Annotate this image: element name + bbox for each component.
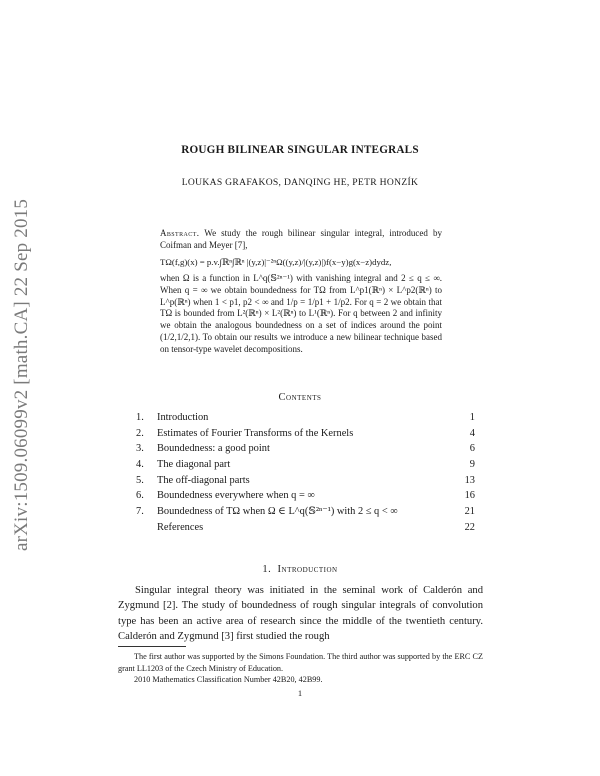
toc-entry-title: Estimates of Fourier Transforms of the Kernels [157, 427, 354, 439]
toc-entry[interactable] [136, 410, 475, 426]
toc-entry-title: Boundedness of TΩ when Ω ∈ L^q(𝕊²ⁿ⁻¹) with 2 ≤ q < ∞ [157, 506, 398, 518]
toc-entry-number: 2. [136, 427, 144, 439]
section-title: Introduction [277, 564, 338, 575]
toc-entry-page: 16 [464, 490, 475, 502]
section-number: 1. [262, 564, 272, 575]
abstract-label: Abstract. [160, 228, 200, 238]
toc-entry-title: The off-diagonal parts [157, 474, 250, 486]
toc-entry-number: 6. [136, 490, 144, 502]
toc-entry-title: The diagonal part [157, 459, 231, 471]
page-number: 1 [297, 688, 303, 698]
footnote-funding: The first author was supported by the Simons Foundation. The third author was supported by the ERC CZ grant LL1203 of the Czech Ministry of Education. [118, 652, 483, 673]
toc-entry[interactable] [136, 473, 475, 489]
toc-entry-title: References [157, 521, 204, 533]
toc-entry-number: 5. [136, 474, 144, 486]
toc-entry-page: 1 [469, 412, 475, 423]
footnote-classification: 2010 Mathematics Classification Number 42B20, 42B99. [134, 675, 323, 685]
toc-entry-page: 4 [469, 427, 475, 439]
arxiv-identifier-stamp [8, 175, 36, 575]
toc-entry[interactable] [136, 457, 475, 473]
toc-entry[interactable] [136, 426, 475, 442]
toc-entry[interactable] [136, 520, 475, 536]
toc-entry-page: 9 [469, 459, 475, 471]
intro-paragraph: Singular integral theory was initiated in the seminal work of Calderón and Zygmund [2]. The study of boundedness of rough singular integrals of convolution type has been an active area of research since the middle of the twentieth century. Calderón and Zygmund [3] first studied the rough [118, 585, 483, 642]
paper-title: ROUGH BILINEAR SINGULAR INTEGRALS [181, 144, 419, 156]
toc-entry[interactable] [136, 441, 475, 457]
toc-entry-title: Boundedness: a good point [157, 443, 270, 455]
footnote [118, 651, 483, 686]
paper-authors: LOUKAS GRAFAKOS, DANQING HE, PETR HONZÍK [181, 177, 419, 188]
abstract-text-intro: We study the rough bilinear singular integral, introduced by Coifman and Meyer [7], [160, 228, 442, 250]
table-of-contents [136, 410, 475, 536]
abstract [160, 228, 442, 356]
toc-entry-page: 6 [469, 443, 475, 455]
toc-entry-number: 1. [136, 412, 144, 423]
toc-entry-number: 3. [136, 443, 144, 455]
toc-entry-page: 22 [464, 521, 475, 533]
toc-entry-title: Boundedness everywhere when q = ∞ [157, 490, 315, 502]
toc-entry[interactable] [136, 488, 475, 504]
toc-entry-title: Introduction [157, 412, 209, 423]
toc-entry-number: 7. [136, 506, 144, 518]
contents-heading: Contents [278, 392, 322, 403]
abstract-text-body: when Ω is a function in L^q(𝕊²ⁿ⁻¹) with vanishing integral and 2 ≤ q ≤ ∞. When q = ∞ we obtain boundedness for TΩ from L^p1(ℝⁿ) × L^p2(ℝⁿ) to L^p(ℝⁿ) when 1 < p1, p2 < ∞ and 1/p = 1/p1 + 1/p2. For q = 2 we obtain that TΩ is bounded from L²(ℝⁿ) × L²(ℝⁿ) to L¹(ℝⁿ). For q between 2 and infinity we obtain the analogous boundedness on a set of indices around the point (1/2,1/2,1). To obtain our results we introduce a new bilinear technique based on tensor-type wavelet decompositions. [160, 272, 442, 355]
footnote-divider [118, 646, 186, 647]
toc-entry-page: 13 [464, 474, 475, 486]
toc-entry-page: 21 [464, 506, 475, 518]
arxiv-identifier-text: arXiv:1509.06099v2 [math.CA] 22 Sep 2015 [11, 198, 33, 552]
toc-entry-number: 4. [136, 459, 144, 471]
abstract-formula: TΩ(f,g)(x) = p.v.∫ℝⁿ∫ℝⁿ |(y,z)|⁻²ⁿΩ((y,z)/|(y,z)|)f(x−y)g(x−z)dydz, [160, 256, 392, 267]
section-heading [0, 564, 600, 575]
toc-entry[interactable] [136, 504, 475, 520]
